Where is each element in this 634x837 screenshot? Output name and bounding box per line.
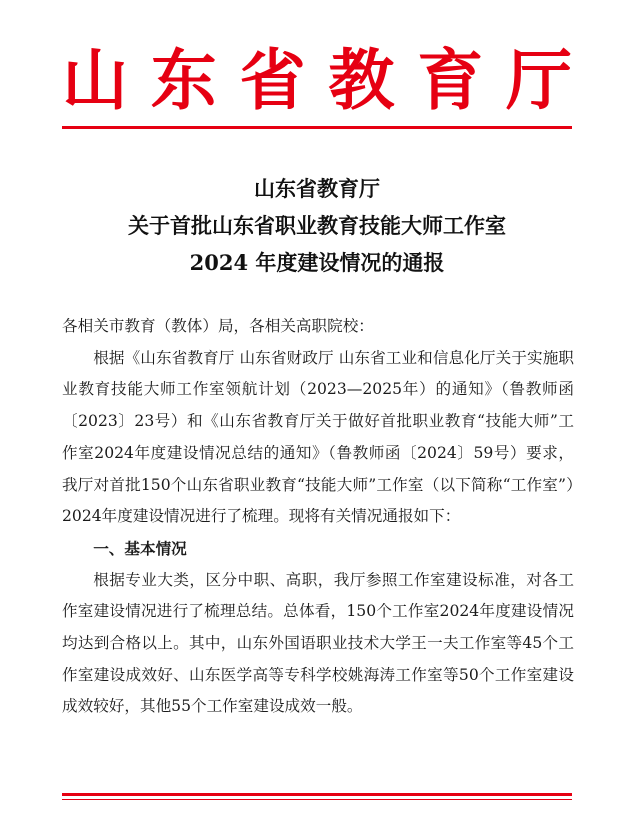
footer-divider-thin xyxy=(62,799,572,800)
letterhead xyxy=(62,42,572,118)
letterhead-char: 育 xyxy=(417,41,484,119)
letterhead-char: 教 xyxy=(328,41,395,119)
paragraph-1: 根据《山东省教育厅 山东省财政厅 山东省工业和信息化厅关于实施职业教育技能大师工作室领航计划（2023—2025年）的通知》（鲁教师函〔2023〕23号）和《山东省教育厅关于做好首批职业教育“技能大师”工作室2024年度建设情况总结的通知》（鲁教师函〔2024〕59号）要求，我厅对首批150个山东省职业教育“技能大师”工作室（以下简称“工作室”）2024年度建设情况进行了梳理。现将有关情况通报如下： xyxy=(62,348,574,526)
letterhead-char: 东 xyxy=(150,41,217,119)
document-title xyxy=(40,170,594,281)
document-body xyxy=(62,311,574,723)
section-heading-1: 一、基本情况 xyxy=(93,538,187,558)
title-line-1: 山东省教育厅 xyxy=(254,176,380,201)
salutation: 各相关市教育（教体）局，各相关高职院校： xyxy=(62,317,374,335)
footer-divider-thick xyxy=(62,793,572,796)
title-line-2: 关于首批山东省职业教育技能大师工作室 xyxy=(128,213,506,238)
title-line-3: 2024 年度建设情况的通报 xyxy=(189,250,445,275)
letterhead-char: 厅 xyxy=(505,41,572,119)
letterhead-char: 山 xyxy=(62,41,128,119)
letterhead-char: 省 xyxy=(239,41,306,119)
paragraph-2: 根据专业大类，区分中职、高职，我厅参照工作室建设标准，对各工作室建设情况进行了梳理总结。总体看，150个工作室2024年度建设情况均达到合格以上。其中，山东外国语职业技术大学王一夫工作室等45个工作室建设成效好、山东医学高等专科学校姚海涛工作室等50个工作室建设成效较好，其他55个工作室建设成效一般。 xyxy=(62,570,574,716)
letterhead-divider xyxy=(62,126,572,129)
